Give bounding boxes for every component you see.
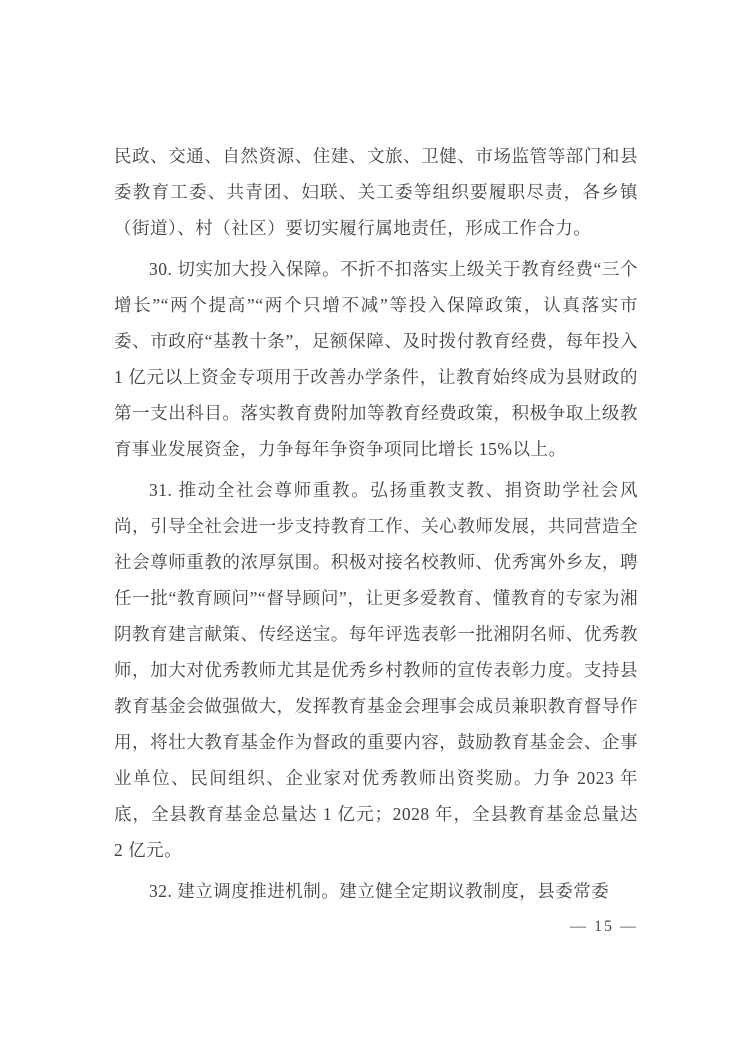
paragraph-item-32: 32. 建立调度推进机制。建立健全定期议教制度，县委常委 xyxy=(149,881,610,901)
page-number: — 15 — xyxy=(570,918,638,935)
paragraph-item-31: 31. 推动全社会尊师重教。弘扬重教支教、捐资助学社会风尚，引导全社会进一步支持教育工作、关心教师发展，共同营造全社会尊师重教的浓厚氛围。积极对接名校教师、优秀寓外乡友，聘任一批“教育顾问”“督导顾问”，让更多爱教育、懂教育的专家为湘阴教育建言献策、传经送宝。每年评选表彰一批湘阴名师、优秀教师，加大对优秀教师尤其是优秀乡村教师的宣传表彰力度。支持县教育基金会做强做大，发挥教育基金会理事会成员兼职教育督导作用，将壮大教育基金作为督政的重要内容，鼓励教育基金会、企事业单位、民间组织、企业家对优秀教师出资奖励。力争 2023 年底，全县教育基金总量达 1 亿元；2028 年，全县教育基金总量达 2 亿元。 xyxy=(114,480,638,860)
document-body xyxy=(114,138,638,914)
paragraph-continuation: 民政、交通、自然资源、住建、文旅、卫健、市场监管等部门和县委教育工委、共青团、妇联、关工委等组织要履职尽责，各乡镇（街道）、村（社区）要切实履行属地责任，形成工作合力。 xyxy=(114,146,638,238)
page-footer xyxy=(570,918,638,936)
paragraph-item-30: 30. 切实加大投入保障。不折不扣落实上级关于教育经费“三个增长”“两个提高”“两个只增不减”等投入保障政策，认真落实市委、市政府“基教十条”，足额保障、及时拨付教育经费，每年投入 1 亿元以上资金专项用于改善办学条件，让教育始终成为县财政的第一支出科目。落实教育费附加等教育经费政策，积极争取上级教育事业发展资金，力争每年争资争项同比增长 15%以上。 xyxy=(114,259,638,459)
